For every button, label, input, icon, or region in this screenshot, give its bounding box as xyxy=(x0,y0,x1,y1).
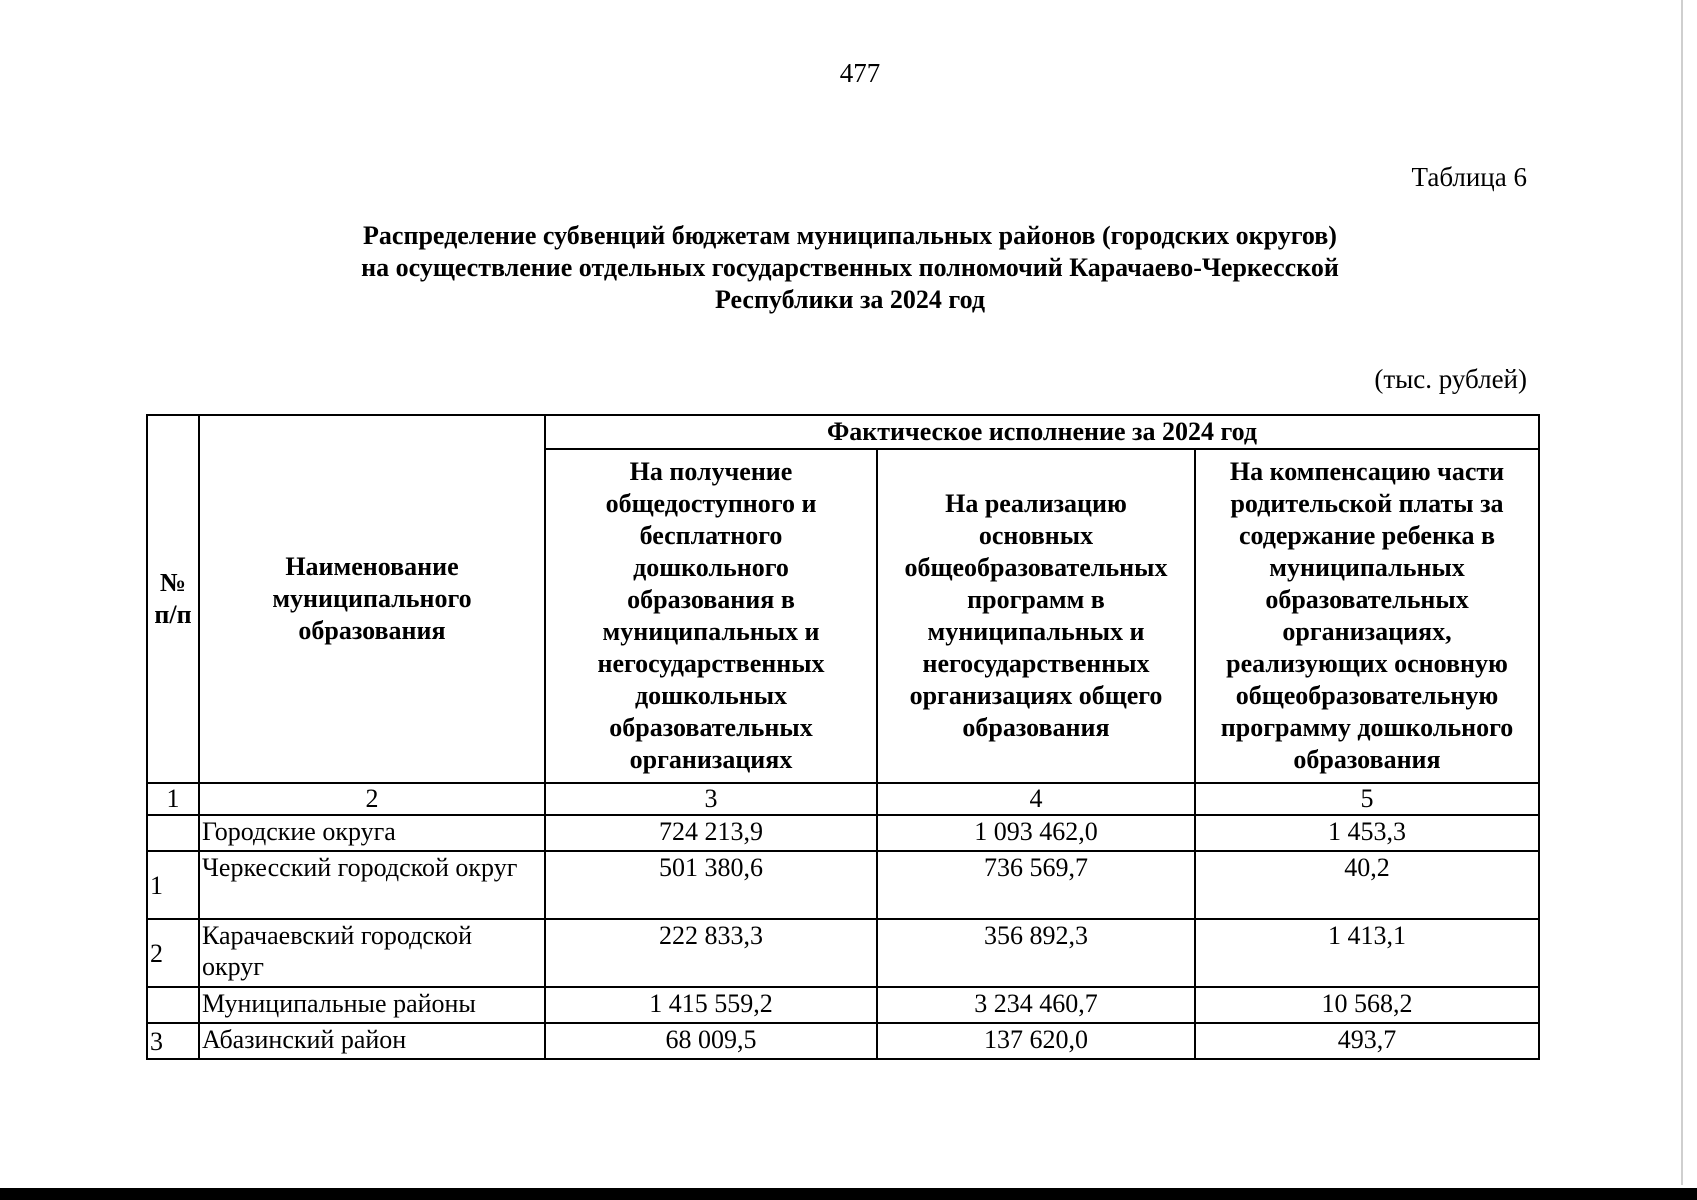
column-number: 5 xyxy=(1195,783,1539,815)
row-number xyxy=(147,987,199,1023)
header-name: Наименование муниципального образования xyxy=(199,415,545,783)
table-row xyxy=(147,919,1539,987)
value-col3: 222 833,3 xyxy=(545,919,877,987)
column-numbers-row xyxy=(147,783,1539,815)
row-number xyxy=(147,815,199,851)
value-col3: 68 009,5 xyxy=(545,1023,877,1059)
value-col4: 1 093 462,0 xyxy=(877,815,1195,851)
value-col4: 356 892,3 xyxy=(877,919,1195,987)
table-row xyxy=(147,987,1539,1023)
value-col4: 3 234 460,7 xyxy=(877,987,1195,1023)
column-number: 1 xyxy=(147,783,199,815)
table-row xyxy=(147,1023,1539,1059)
document-title xyxy=(300,220,1400,316)
row-number: 2 xyxy=(147,919,199,987)
row-number: 3 xyxy=(147,1023,199,1059)
subventions-table xyxy=(146,414,1540,1060)
table-label: Таблица 6 xyxy=(1411,162,1527,192)
header-col4: На реализацию основных общеобразовательных программ в муниципальных и негосударственных организациях общего образования xyxy=(877,449,1195,783)
municipality-name: Черкесский городской округ xyxy=(199,851,545,919)
column-number: 4 xyxy=(877,783,1195,815)
header-group: Фактическое исполнение за 2024 год xyxy=(545,415,1539,449)
scan-bottom-border xyxy=(0,1188,1697,1200)
value-col3: 501 380,6 xyxy=(545,851,877,919)
scan-edge-line xyxy=(1681,0,1683,1185)
value-col5: 10 568,2 xyxy=(1195,987,1539,1023)
units-label: (тыс. рублей) xyxy=(1374,364,1527,394)
value-col5: 1 413,1 xyxy=(1195,919,1539,987)
table-row xyxy=(147,851,1539,919)
title-line-1: Распределение субвенций бюджетам муниципальных районов (городских округов) xyxy=(363,221,1337,250)
value-col4: 137 620,0 xyxy=(877,1023,1195,1059)
value-col5: 1 453,3 xyxy=(1195,815,1539,851)
title-line-2: на осуществление отдельных государственных полномочий Карачаево-Черкесской xyxy=(361,253,1339,282)
municipality-name: Карачаевский городской округ xyxy=(199,919,545,987)
value-col3: 724 213,9 xyxy=(545,815,877,851)
column-number: 3 xyxy=(545,783,877,815)
municipality-name: Муниципальные районы xyxy=(199,987,545,1023)
column-number: 2 xyxy=(199,783,545,815)
value-col5: 40,2 xyxy=(1195,851,1539,919)
header-num: № п/п xyxy=(147,415,199,783)
value-col5: 493,7 xyxy=(1195,1023,1539,1059)
value-col4: 736 569,7 xyxy=(877,851,1195,919)
municipality-name: Городские округа xyxy=(199,815,545,851)
table-row xyxy=(147,815,1539,851)
title-line-3: Республики за 2024 год xyxy=(715,285,985,314)
header-col5: На компенсацию части родительской платы за содержание ребенка в муниципальных образовательных организациях, реализующих основную общеобразовательную программу дошкольного образования xyxy=(1195,449,1539,783)
row-number: 1 xyxy=(147,851,199,919)
municipality-name: Абазинский район xyxy=(199,1023,545,1059)
page-number: 477 xyxy=(839,58,881,88)
value-col3: 1 415 559,2 xyxy=(545,987,877,1023)
header-col3: На получение общедоступного и бесплатного дошкольного образования в муниципальных и негосударственных дошкольных образовательных организациях xyxy=(545,449,877,783)
